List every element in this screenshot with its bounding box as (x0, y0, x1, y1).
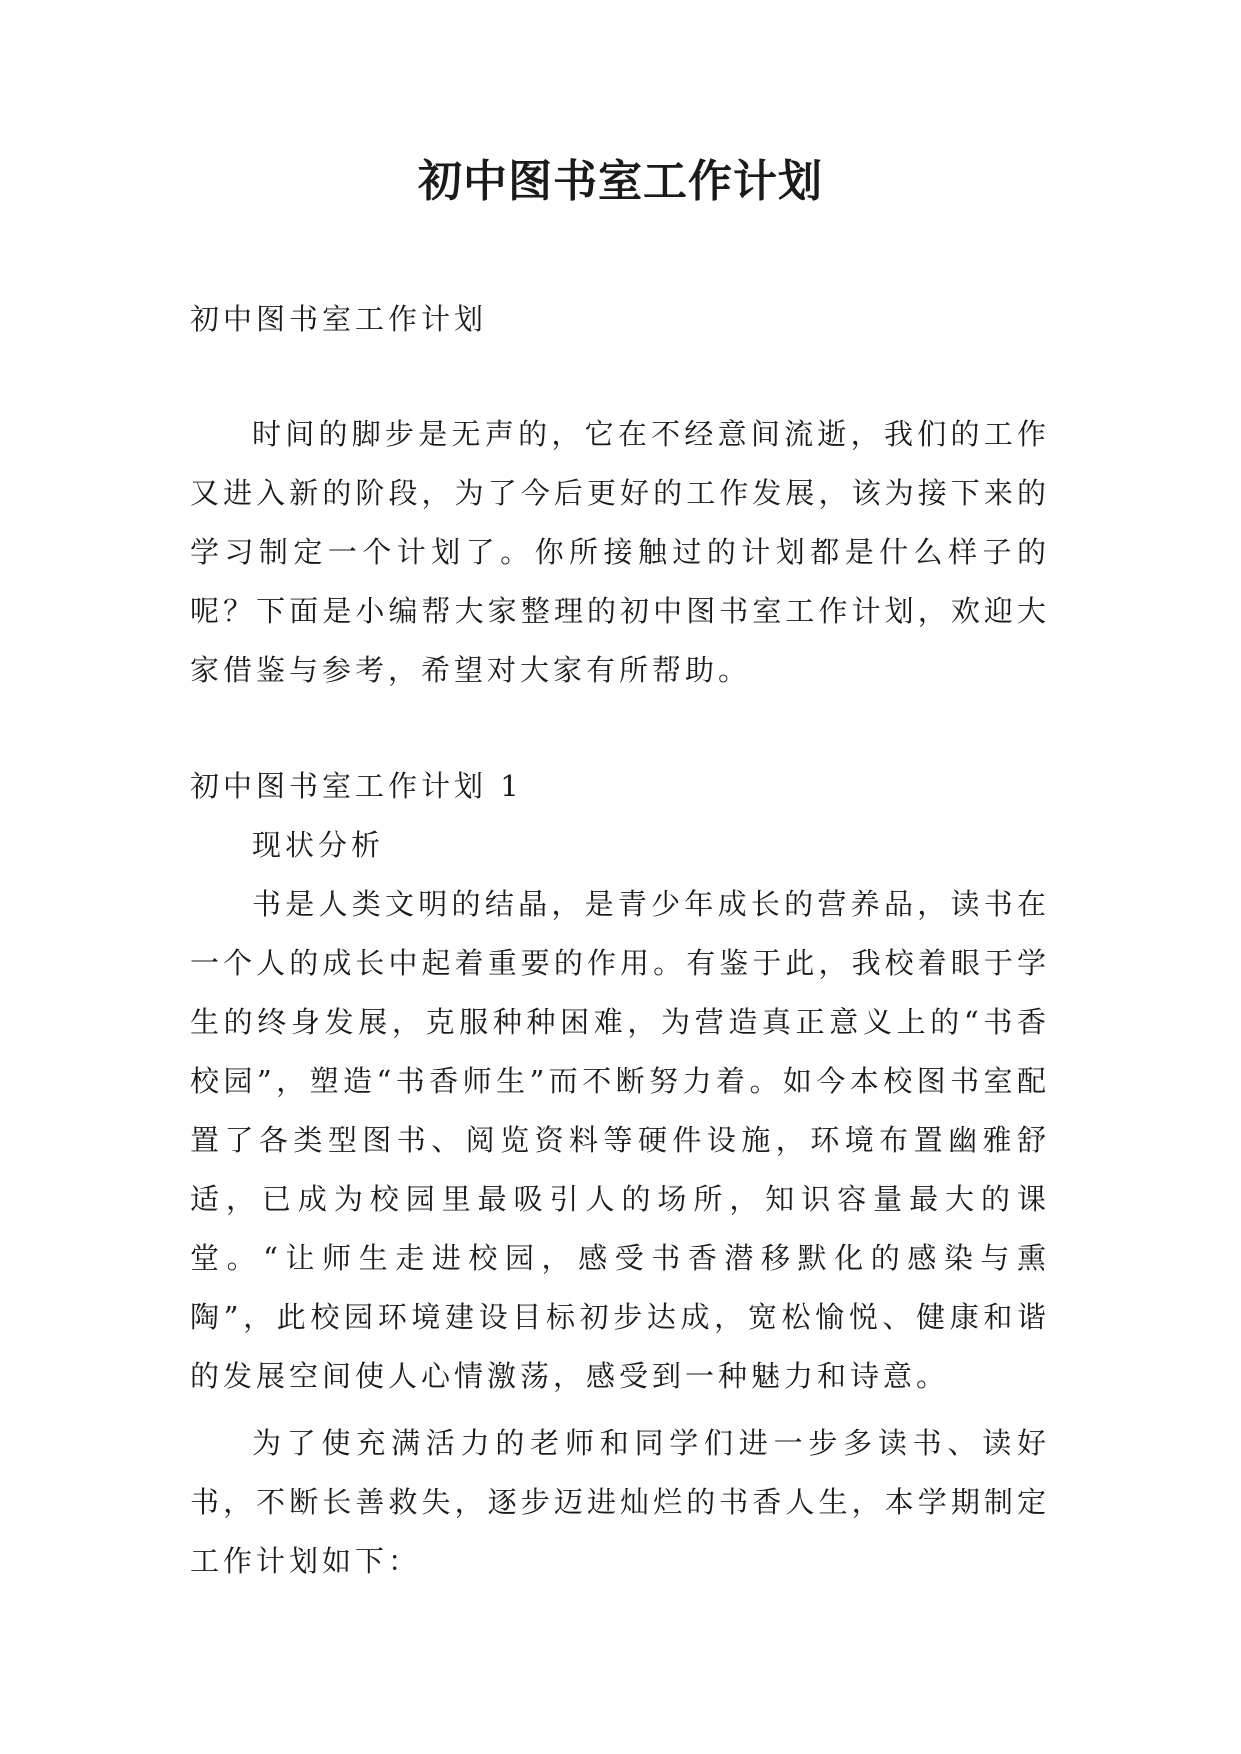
section-heading: 初中图书室工作计划 1 (190, 769, 523, 803)
section-subheading: 现状分析 (252, 828, 385, 862)
body-paragraph: 为了使充满活力的老师和同学们进一步多读书、读好书，不断长善救失，逐步迈进灿烂的书香人生，本学期制定工作计划如下： (190, 1426, 1050, 1578)
document-title: 初中图书室工作计划 (418, 156, 823, 207)
intro-paragraph: 时间的脚步是无声的，它在不经意间流逝，我们的工作又进入新的阶段，为了今后更好的工作发展，该为接下来的学习制定一个计划了。你所接触过的计划都是什么样子的呢？下面是小编帮大家整理的初中图书室工作计划，欢迎大家借鉴与参考，希望对大家有所帮助。 (190, 417, 1050, 687)
document-body (190, 290, 1050, 1591)
body-paragraph: 书是人类文明的结晶，是青少年成长的营养品，读书在一个人的成长中起着重要的作用。有鉴于此，我校着眼于学生的终身发展，克服种种困难，为营造真正意义上的“书香校园”，塑造“书香师生”而不断努力着。如今本校图书室配置了各类型图书、阅览资料等硬件设施，环境布置幽雅舒适，已成为校园里最吸引人的场所，知识容量最大的课堂。“让师生走进校园，感受书香潜移默化的感染与熏陶”，此校园环境建设目标初步达成，宽松愉悦、健康和谐的发展空间使人心情激荡，感受到一种魅力和诗意。 (190, 887, 1050, 1393)
document-subtitle: 初中图书室工作计划 (190, 302, 488, 336)
